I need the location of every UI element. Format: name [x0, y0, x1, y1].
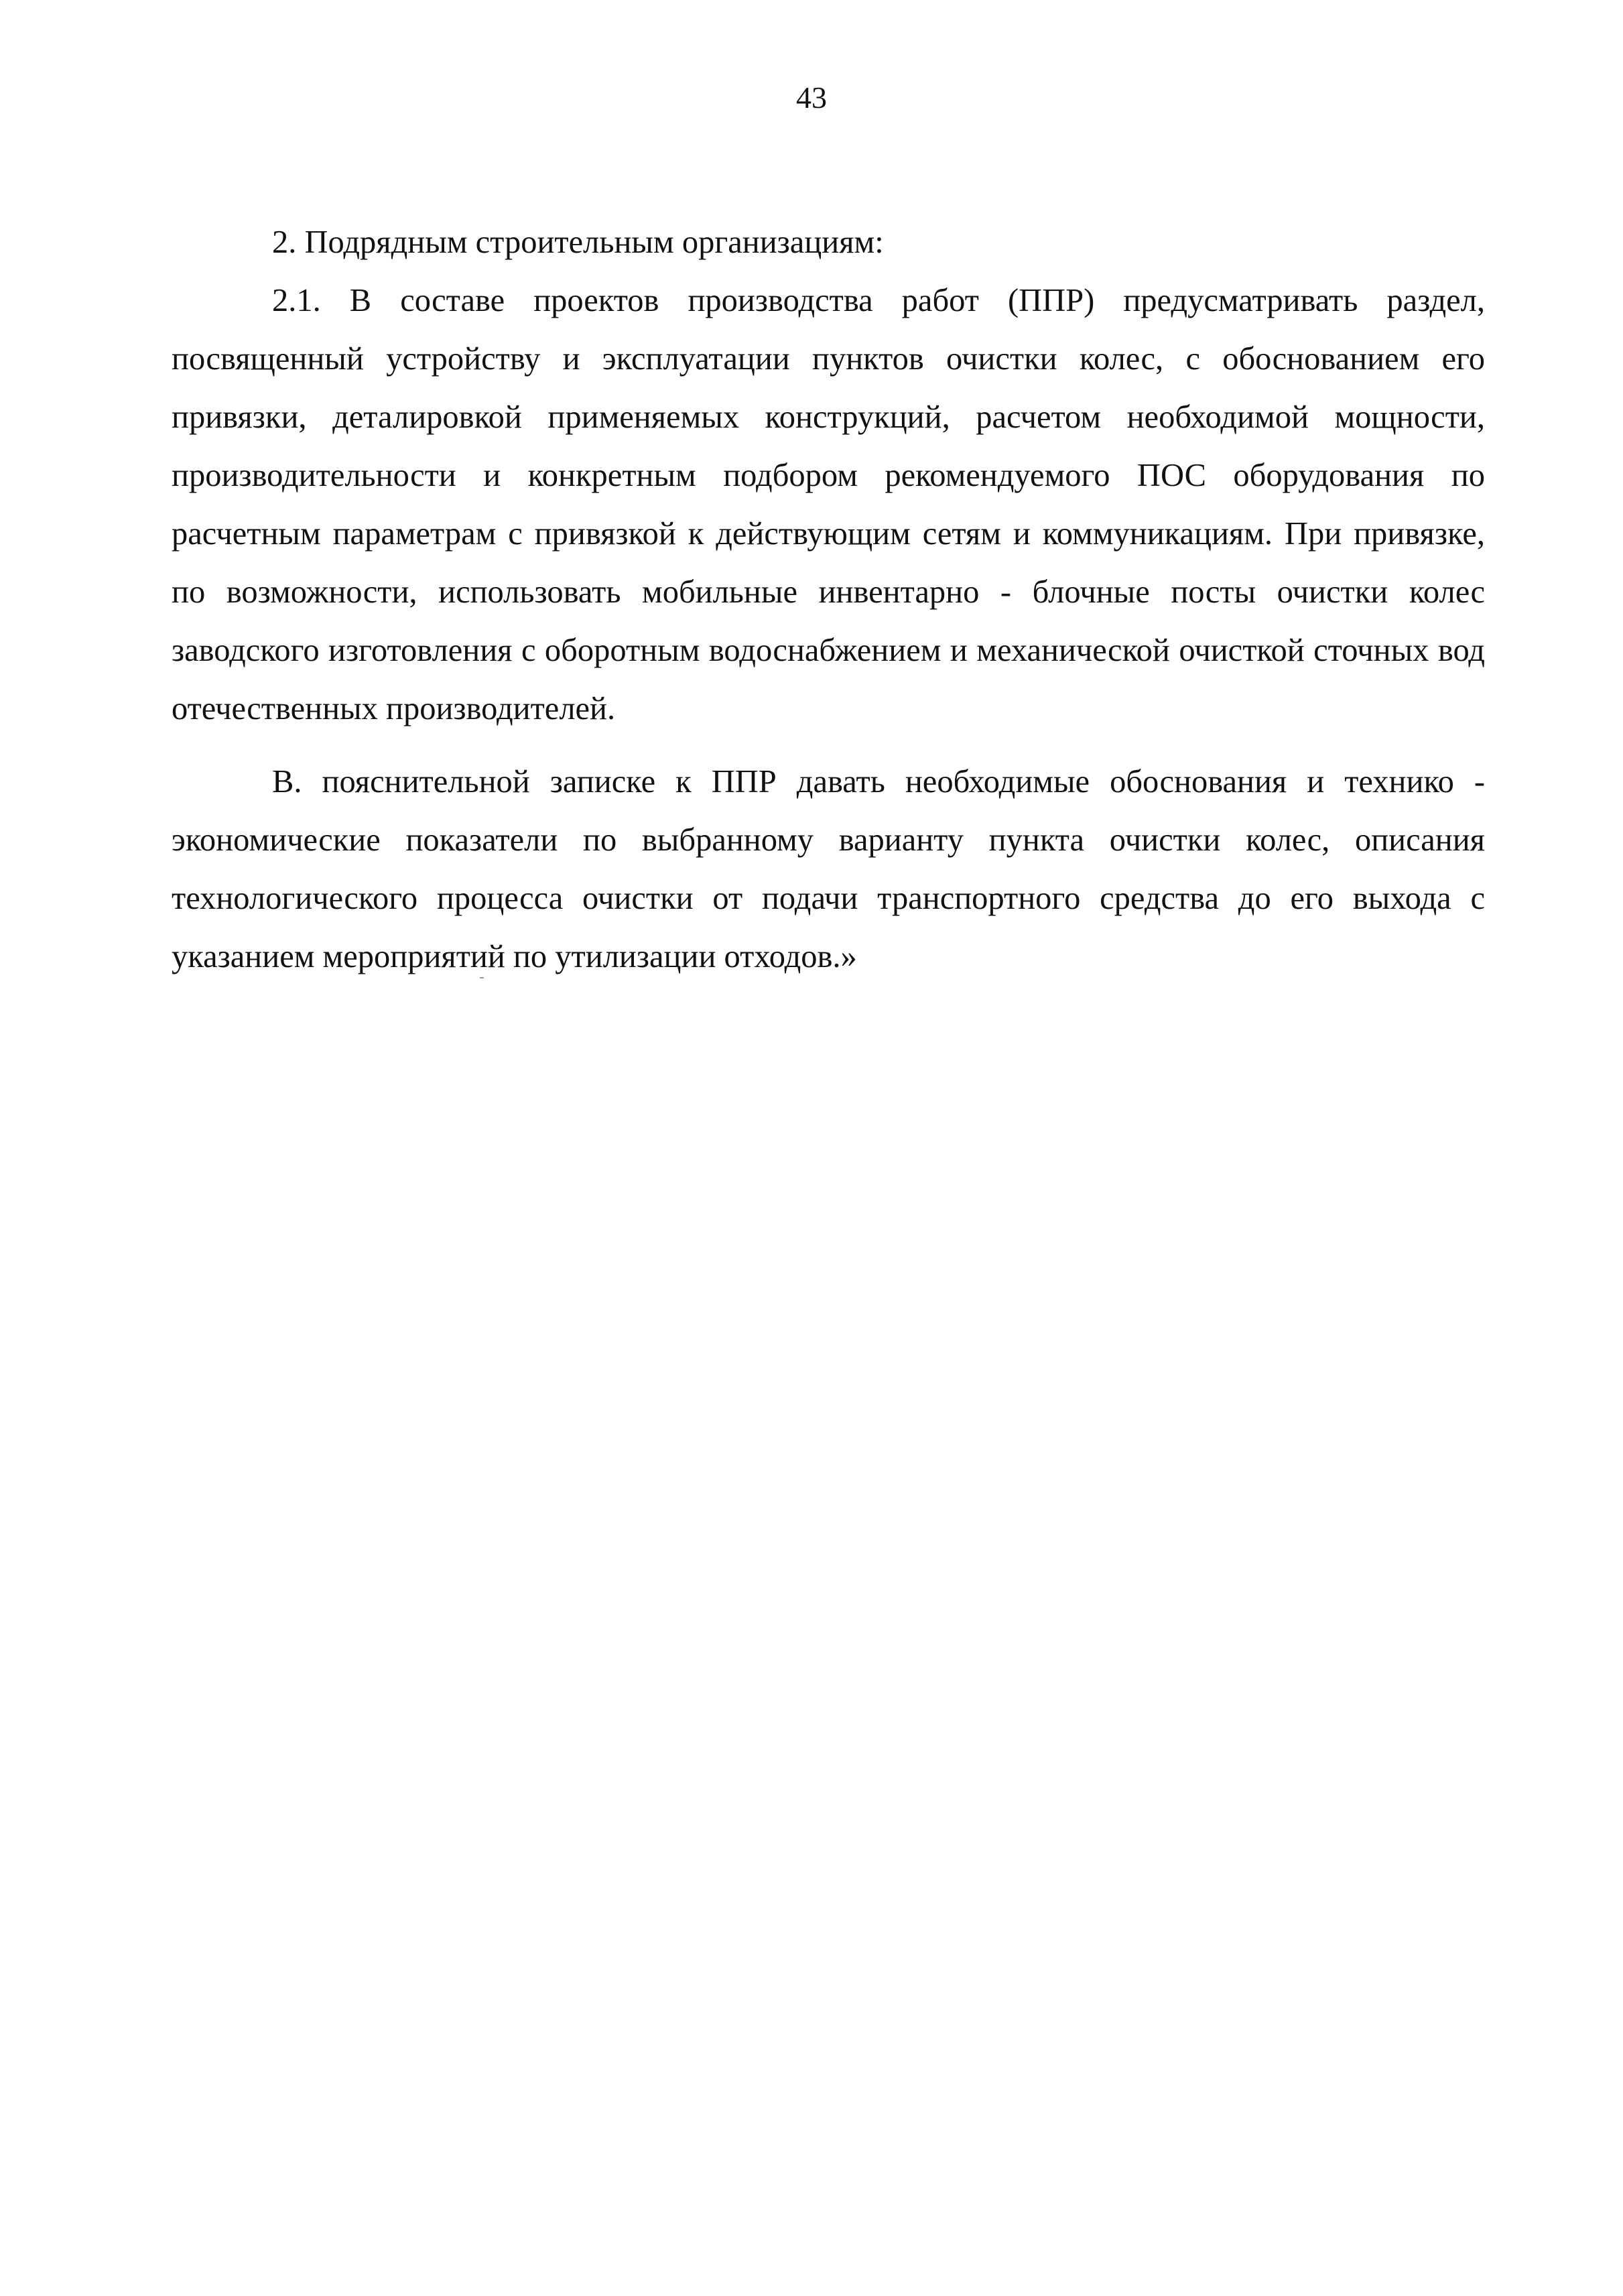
paragraph-clause-2-1: 2.1. В составе проектов производства работ (ППР) предусматривать раздел, посвященный устройству и эксплуатации пунктов очистки колес, с обоснованием его привязки, деталировкой применяемых конструкций, расчетом необходимой мощности, производительности и конкретным подбором рекомендуемого ПОС оборудования по расчетным параметрам с привязкой к действующим сетям и коммуникациям. При привязке, по возможности, использовать мобильные инвентарно - блочные посты очистки колес заводского изготовления с оборотным водоснабжением и механической очисткой сточных вод отечественных производителей. [172, 283, 1485, 726]
page-number: 43 [796, 80, 827, 115]
paragraph-section-heading: 2. Подрядным строительным организациям: [272, 225, 884, 260]
scan-speck [480, 977, 484, 978]
document-body [172, 213, 1485, 986]
paragraph-explanatory-note: В. пояснительной записке к ППР давать необходимые обоснования и технико - экономические показатели по выбранному варианту пункта очистки колес, описания технологического процесса очистки от подачи транспортного средства до его выхода с указанием мероприятий по утилизации отходов.» [172, 764, 1485, 974]
